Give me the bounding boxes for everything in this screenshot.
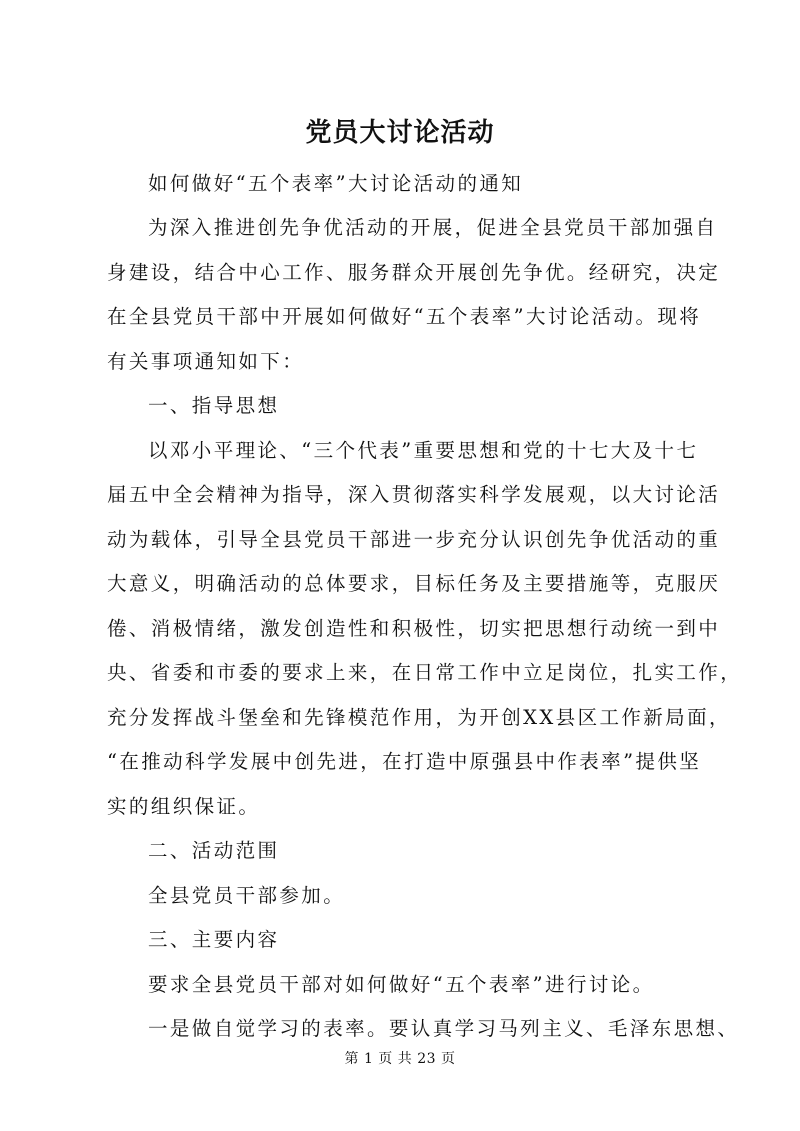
notice-subtitle: 如何做好“五个表率”大讨论活动的通知 [148,172,524,195]
paragraph-line: 全县党员干部参加。 [148,884,346,907]
document-title: 党员大讨论活动 [305,118,495,148]
paragraph-line: 以邓小平理论、“三个代表”重要思想和党的十七大及十七 [148,439,699,462]
paragraph-line: 充分发挥战斗堡垒和先锋模范作用，为开创XX县区工作新局面， [107,706,731,729]
paragraph-line: 届五中全会精神为指导，深入贯彻落实科学发展观，以大讨论活 [107,483,721,506]
paragraph-line: 央、省委和市委的要求上来，在日常工作中立足岗位，扎实工作， [107,661,743,684]
paragraph-line: 一是做自觉学习的表率。要认真学习马列主义、毛泽东思想、 [148,1017,740,1040]
section-heading: 二、活动范围 [148,839,280,862]
paragraph-line: 身建设，结合中心工作、服务群众开展创先争优。经研究，决定 [107,261,721,284]
paragraph-line: 动为载体，引导全县党员干部进一步充分认识创先争优活动的重 [107,528,721,551]
paragraph-line: 有关事项通知如下： [107,350,305,373]
paragraph-line: 在全县党员干部中开展如何做好“五个表率”大讨论活动。现将 [107,305,702,328]
paragraph-line: “在推动科学发展中创先进，在打造中原强县中作表率”提供坚 [107,750,702,773]
paragraph-line: 大意义，明确活动的总体要求，目标任务及主要措施等，克服厌 [107,572,721,595]
paragraph-line: 为深入推进创先争优活动的开展，促进全县党员干部加强自 [148,216,718,239]
paragraph-line: 实的组织保证。 [107,795,261,818]
page-footer: 第 1 页 共 23 页 [344,1051,456,1067]
section-heading: 一、指导思想 [148,394,280,417]
paragraph-line: 倦、消极情绪，激发创造性和积极性，切实把思想行动统一到中 [107,617,721,640]
paragraph-line: 要求全县党员干部对如何做好“五个表率”进行讨论。 [148,973,655,996]
section-heading: 三、主要内容 [148,928,280,951]
